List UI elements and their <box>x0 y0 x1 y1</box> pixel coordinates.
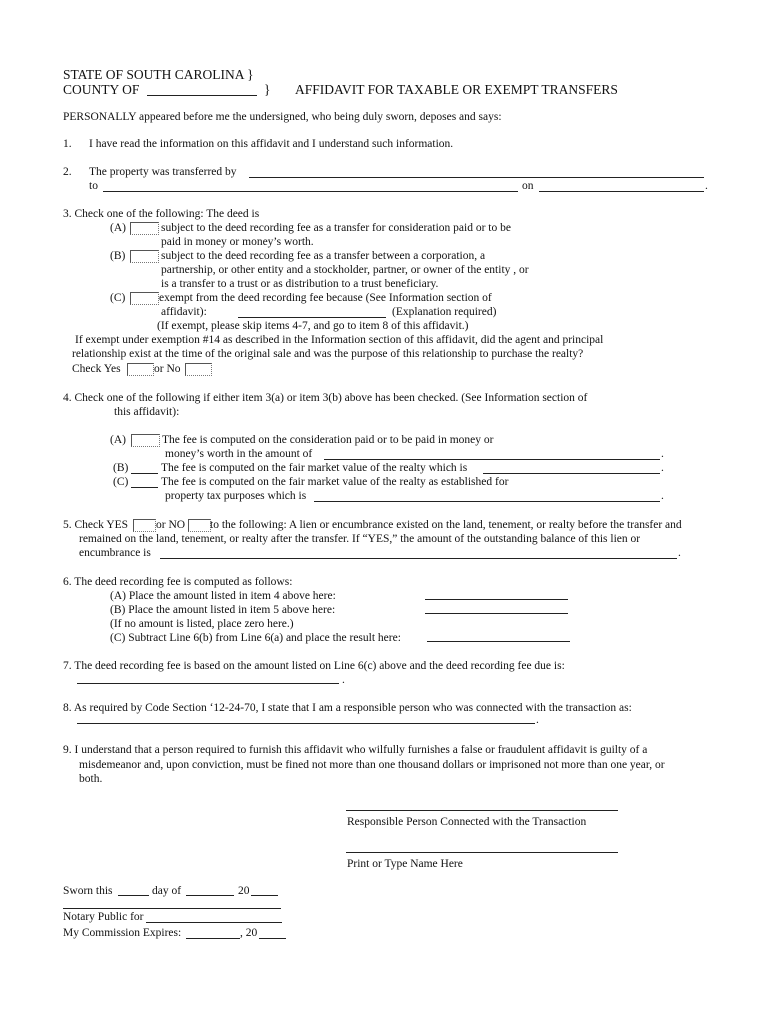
county-label: COUNTY OF <box>63 82 140 97</box>
item4-b-amount-field[interactable] <box>483 473 660 474</box>
item6-b-text: (B) Place the amount listed in item 5 above here: <box>110 604 336 616</box>
item4-c-amount-field[interactable] <box>314 501 660 502</box>
sworn-year-prefix: 20 <box>238 885 250 897</box>
commission-year-field[interactable] <box>259 938 286 939</box>
item1-number: 1. <box>63 138 72 150</box>
sworn-label: Sworn this <box>63 885 113 897</box>
item4-a-line1: The fee is computed on the consideration paid or to be paid in money or <box>162 434 494 446</box>
notary-state-field[interactable] <box>146 922 282 923</box>
item4-c-line1: The fee is computed on the fair market value of the realty as established for <box>161 476 509 488</box>
notary-public-label: Notary Public for <box>63 911 144 923</box>
item4-a-label: (A) <box>110 434 126 446</box>
item4-b-label: (B) <box>113 462 129 474</box>
item7-text: 7. The deed recording fee is based on the amount listed on Line 6(c) above and the deed recording fee due is: <box>63 660 565 672</box>
item3-c-line1: exempt from the deed recording fee because (See Information section of <box>159 292 492 304</box>
item9-line1: 9. I understand that a person required to furnish this affidavit who wilfully furnishes a false or fraudulent affidavit is guilty of a <box>63 744 648 756</box>
item5-check-yes: 5. Check YES <box>63 519 129 531</box>
item4-a-period: . <box>661 448 664 460</box>
exemption-field[interactable] <box>238 317 386 318</box>
item4-a-checkbox[interactable] <box>131 434 160 447</box>
item2-on-label: on <box>522 180 534 192</box>
item9-line3: both. <box>79 773 103 785</box>
day-of-label: day of <box>152 885 182 897</box>
responsible-capacity-field[interactable] <box>77 723 535 724</box>
line-6b-field[interactable] <box>425 613 568 614</box>
item3-c-checkbox[interactable] <box>130 292 159 305</box>
item4-intro-line2: this affidavit): <box>114 406 180 418</box>
sworn-year-field[interactable] <box>251 895 278 896</box>
line-6c-field[interactable] <box>427 641 570 642</box>
item3-c-label: (C) <box>110 292 126 304</box>
item8-period: . <box>536 714 539 726</box>
item2-number: 2. <box>63 166 72 178</box>
item5-line2: remained on the land, tenement, or realty after the transfer. If “YES,” the amount of the outstanding balance of this lien or <box>79 533 641 545</box>
item4-c-checkbox[interactable] <box>131 487 158 488</box>
item6-c-text: (C) Subtract Line 6(b) from Line 6(a) and place the result here: <box>110 632 401 644</box>
item3-check-yes: Check Yes <box>72 363 121 375</box>
item3-c-line3: (If exempt, please skip items 4-7, and go to item 8 of this affidavit.) <box>157 320 469 332</box>
item4-b-line1: The fee is computed on the fair market value of the realty which is <box>161 462 468 474</box>
item1-text: I have read the information on this affidavit and I understand such information. <box>89 138 454 150</box>
form-title: AFFIDAVIT FOR TAXABLE OR EXEMPT TRANSFERS <box>295 82 618 97</box>
item4-b-period: . <box>661 462 664 474</box>
sworn-day-field[interactable] <box>118 895 149 896</box>
item4-a-line2: money’s worth in the amount of <box>165 448 313 460</box>
transferred-to-field[interactable] <box>103 191 518 192</box>
item3-a-checkbox[interactable] <box>130 222 159 235</box>
transferred-by-field[interactable] <box>249 177 704 178</box>
item5-no-checkbox[interactable] <box>188 519 211 532</box>
commission-date-field[interactable] <box>186 938 240 939</box>
item4-c-label: (C) <box>113 476 129 488</box>
exempt14-yes-checkbox[interactable] <box>127 363 154 376</box>
transfer-date-field[interactable] <box>539 191 704 192</box>
exempt14-no-checkbox[interactable] <box>185 363 212 376</box>
county-brace: } <box>264 82 271 97</box>
item4-c-line2: property tax purposes which is <box>165 490 307 502</box>
lien-balance-field[interactable] <box>160 558 677 559</box>
item3-b-checkbox[interactable] <box>130 250 159 263</box>
item3-b-label: (B) <box>110 250 126 262</box>
item5-yes-checkbox[interactable] <box>133 519 156 532</box>
commission-year-prefix: , 20 <box>240 927 258 939</box>
recording-fee-due-field[interactable] <box>77 683 339 684</box>
item5-line1: to the following: A lien or encumbrance existed on the land, tenement, or realty before the transfer and <box>210 519 682 531</box>
item3-exempt-line2: relationship exist at the time of the original sale and was the purpose of this relationship to purchase the realty? <box>72 348 584 360</box>
item8-text: 8. As required by Code Section ‘12-24-70, I state that I am a responsible person who was connected with the transaction as: <box>63 702 632 714</box>
line-6a-field[interactable] <box>425 599 568 600</box>
responsible-person-label: Responsible Person Connected with the Transaction <box>347 816 587 828</box>
item3-or-no: or No <box>154 363 181 375</box>
responsible-signature-field[interactable] <box>346 810 618 811</box>
printed-name-field[interactable] <box>346 852 618 853</box>
item2-text: The property was transferred by <box>89 166 237 178</box>
item2-period: . <box>705 180 708 192</box>
item4-intro-line1: 4. Check one of the following if either item 3(a) or item 3(b) above has been checked. (See Information section of <box>63 392 588 404</box>
item3-exempt-line1: If exempt under exemption #14 as described in the Information section of this affidavit, did the agent and principal <box>75 334 604 346</box>
item4-a-amount-field[interactable] <box>324 459 660 460</box>
item3-a-line2: paid in money or money’s worth. <box>161 236 314 248</box>
item3-intro: 3. Check one of the following: The deed is <box>63 208 260 220</box>
item3-b-line2: partnership, or other entity and a stockholder, partner, or owner of the entity , or <box>161 264 529 276</box>
state-heading: STATE OF SOUTH CAROLINA } <box>63 67 254 82</box>
item5-or-no: or NO <box>156 519 186 531</box>
sworn-month-field[interactable] <box>186 895 234 896</box>
item4-c-period: . <box>661 490 664 502</box>
item3-b-line3: is a transfer to a trust or as distribution to a trust beneficiary. <box>161 278 439 290</box>
item6-intro: 6. The deed recording fee is computed as follows: <box>63 576 293 588</box>
county-field[interactable] <box>147 95 257 96</box>
item3-b-line1: subject to the deed recording fee as a transfer between a corporation, a <box>161 250 486 262</box>
item3-a-line1: subject to the deed recording fee as a transfer for consideration paid or to be <box>161 222 511 234</box>
item3-c-explain: (Explanation required) <box>392 306 497 318</box>
item2-to-label: to <box>89 180 98 192</box>
item7-period: . <box>342 674 345 686</box>
item3-a-label: (A) <box>110 222 126 234</box>
item3-c-line2: affidavit): <box>161 306 207 318</box>
print-name-label: Print or Type Name Here <box>347 858 463 870</box>
item4-b-checkbox[interactable] <box>131 473 158 474</box>
intro-statement: PERSONALLY appeared before me the undersigned, who being duly sworn, deposes and says: <box>63 111 502 123</box>
notary-signature-field[interactable] <box>63 908 281 909</box>
commission-expires-label: My Commission Expires: <box>63 927 182 939</box>
item9-line2: misdemeanor and, upon conviction, must be fined not more than one thousand dollars or imprisoned not more than one year, or <box>79 759 665 771</box>
item5-line3: encumbrance is <box>79 547 151 559</box>
item5-period: . <box>678 547 681 559</box>
item6-b-note: (If no amount is listed, place zero here.) <box>110 618 294 630</box>
item6-a-text: (A) Place the amount listed in item 4 above here: <box>110 590 336 602</box>
